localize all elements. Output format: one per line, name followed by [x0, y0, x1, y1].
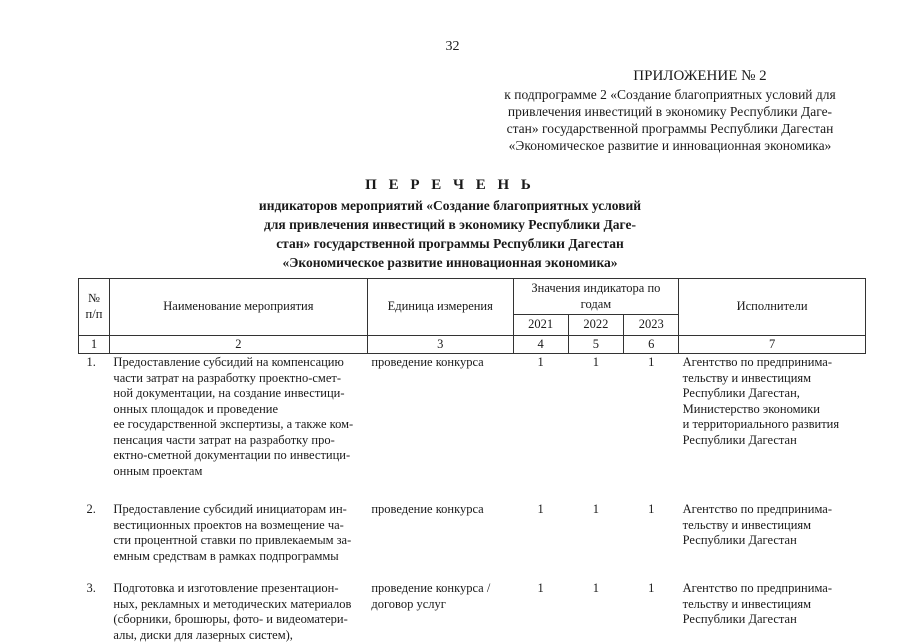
value-2023: 1	[648, 581, 655, 595]
heading-title: П Е Р Е Ч Е Н Ь	[365, 177, 535, 193]
header-name: Наименование мероприятия	[109, 279, 367, 336]
value-2021: 1	[537, 502, 544, 516]
value-2021: 1	[537, 581, 544, 595]
header-unit: Единица измерения	[367, 279, 513, 336]
value-2021: 1	[537, 355, 544, 369]
indicators-table	[78, 278, 866, 643]
heading-line: «Экономическое развитие инновационная экономика»	[282, 255, 618, 270]
header-year: 2022	[568, 315, 624, 336]
appendix-line: стан» государственной программы Республики Дагестан	[506, 121, 834, 136]
header-year: 2023	[624, 315, 679, 336]
activity-name: Подготовка и изготовление презентацион- ных, рекламных и методических материалов (сборники, брошюры, фото- и видеоматери- алы, диски для лазерных систем),	[113, 581, 352, 642]
value-2022: 1	[592, 355, 600, 369]
table-row	[79, 501, 866, 580]
row-number: 2.	[86, 502, 96, 516]
executors: Агентство по предпринима- тельству и инвестициям Республики Дагестан	[682, 502, 832, 547]
heading-line: стан» государственной программы Республики Дагестан	[276, 236, 624, 251]
heading-line: индикаторов мероприятий «Создание благоприятных условий	[258, 198, 642, 213]
column-number: 6	[624, 335, 679, 354]
appendix-block	[470, 68, 870, 154]
activity-name: Предоставление субсидий инициаторам ин- вестиционных проектов на возмещение ча- сти процентной ставки по привлекаемым за- емным средствам в рамках подпрограммы	[113, 502, 352, 563]
measure-unit: проведение конкурса / договор услуг	[371, 581, 491, 611]
executors: Агентство по предпринима- тельству и инвестициям Республики Дагестан, Министерство экономики и территориального развития Республики Дагестан	[682, 355, 840, 447]
column-number: 4	[513, 335, 568, 354]
appendix-line: «Экономическое развитие и инновационная экономика»	[508, 138, 832, 153]
heading-line: для привлечения инвестиций в экономику Республики Даге-	[264, 217, 636, 232]
column-number: 5	[568, 335, 624, 354]
column-number: 3	[367, 335, 513, 354]
document-heading	[150, 176, 750, 272]
header-year: 2021	[513, 315, 568, 336]
header-num: № п/п	[79, 279, 110, 336]
value-2023: 1	[648, 355, 655, 369]
row-number: 3.	[86, 581, 96, 595]
appendix-line: привлечения инвестиций в экономику Республики Даге-	[507, 104, 833, 119]
activity-name: Предоставление субсидий на компенсацию части затрат на разработку проектно-смет- ной документации, на создание инвестици- онных площадок и проведение ее государственной экспертизы, а также ком- пенсация части затрат на разработку про- ектно-сметной документации по инвестици- онным проектам	[113, 355, 354, 478]
row-number: 1.	[86, 355, 96, 369]
column-number: 2	[109, 335, 367, 354]
executors: Агентство по предпринима- тельству и инвестициям Республики Дагестан	[682, 581, 832, 626]
value-2023: 1	[648, 502, 655, 516]
value-2022: 1	[592, 502, 600, 516]
header-values-group: Значения индикатора по годам	[513, 279, 678, 315]
page-number: 32	[445, 39, 460, 54]
value-2022: 1	[592, 581, 600, 595]
column-number: 1	[79, 335, 110, 354]
measure-unit: проведение конкурса	[371, 502, 484, 516]
table-row	[79, 580, 866, 643]
measure-unit: проведение конкурса	[371, 355, 484, 369]
table-row	[79, 354, 866, 502]
appendix-line: к подпрограмме 2 «Создание благоприятных условий для	[504, 87, 836, 102]
appendix-title: ПРИЛОЖЕНИЕ № 2	[633, 68, 767, 84]
column-number: 7	[679, 335, 866, 354]
header-executors: Исполнители	[679, 279, 866, 336]
